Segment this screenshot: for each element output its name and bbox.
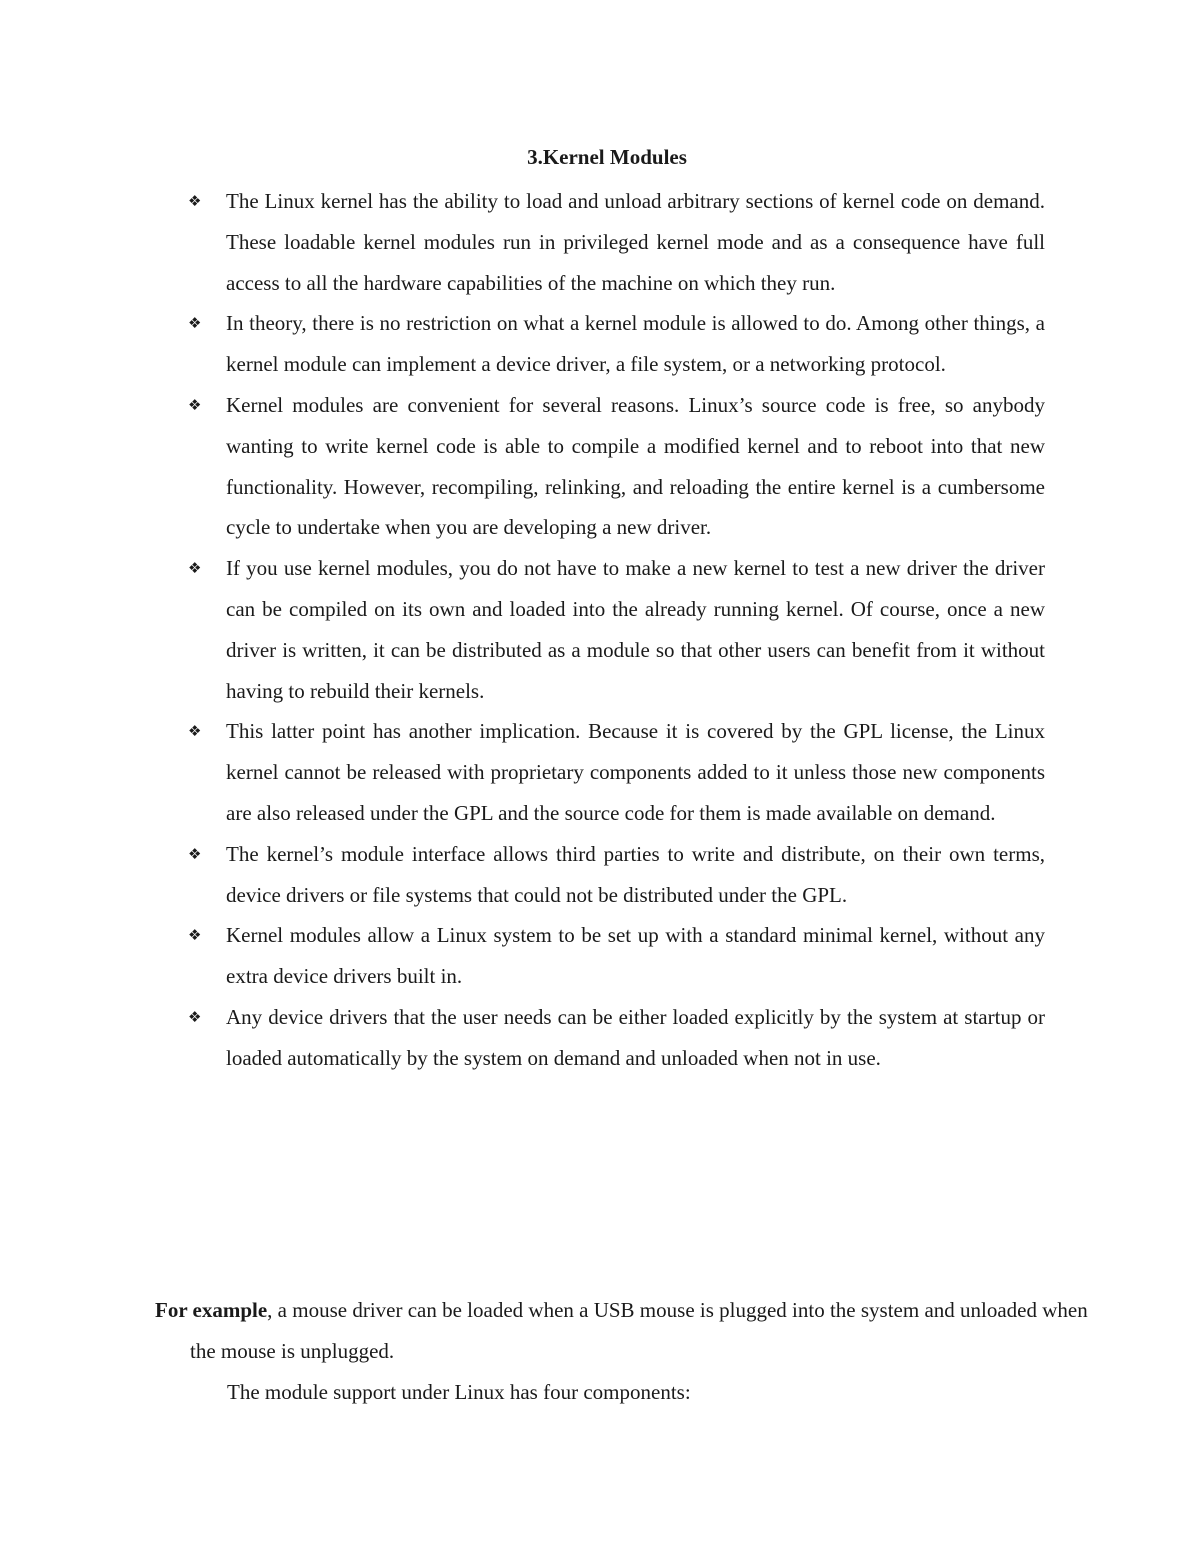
bullet-item bbox=[188, 834, 1045, 916]
example-paragraph bbox=[155, 1290, 1110, 1371]
four-diamond-bullet-icon: ❖ bbox=[188, 559, 202, 578]
four-diamond-bullet-icon: ❖ bbox=[188, 844, 202, 863]
bullet-item bbox=[188, 303, 1045, 385]
example-lead: For example bbox=[155, 1298, 268, 1322]
four-diamond-bullet-icon: ❖ bbox=[188, 926, 202, 945]
bullet-item bbox=[188, 181, 1045, 303]
bullet-item bbox=[188, 915, 1045, 997]
bullet-item bbox=[188, 385, 1045, 548]
bullet-text: Kernel modules allow a Linux system to be set up with a standard minimal kernel, without any extra device drivers built in. bbox=[226, 923, 1045, 989]
four-diamond-bullet-icon: ❖ bbox=[188, 192, 202, 210]
four-diamond-bullet-icon: ❖ bbox=[188, 722, 202, 741]
bullet-text: The kernel’s module interface allows third parties to write and distribute, on their own terms, device drivers or file systems that could not be distributed under the GPL. bbox=[226, 841, 1045, 907]
bullet-text: This latter point has another implication. Because it is covered by the GPL license, the Linux kernel cannot be released with proprietary components added to it unless those new components are also released under the GPL and the source code for them is made available on demand. bbox=[226, 719, 1045, 825]
bullet-text: The Linux kernel has the ability to load and unload arbitrary sections of kernel code on demand. These loadable kernel modules run in privileged kernel mode and as a consequence have full access to all the hardware capabilities of the machine on which they run. bbox=[226, 189, 1045, 295]
bullet-item bbox=[188, 548, 1045, 711]
closing-paragraph: The module support under Linux has four components: bbox=[227, 1380, 691, 1404]
bullet-item bbox=[188, 711, 1045, 833]
section-title: 3.Kernel Modules bbox=[527, 145, 687, 169]
four-diamond-bullet-icon: ❖ bbox=[188, 314, 202, 333]
four-diamond-bullet-icon: ❖ bbox=[188, 395, 202, 414]
four-diamond-bullet-icon: ❖ bbox=[188, 1007, 202, 1026]
bullet-text: In theory, there is no restriction on what a kernel module is allowed to do. Among other things, a kernel module can implement a device driver, a file system, or a networking protocol. bbox=[226, 311, 1045, 377]
bullet-text: Kernel modules are convenient for several reasons. Linux’s source code is free, so anybody wanting to write kernel code is able to compile a modified kernel and to reboot into that new functionality. However, recompiling, relinking, and reloading the entire kernel is a cumbersome cycle to undertake when you are developing a new driver. bbox=[226, 392, 1045, 540]
bullet-text: Any device drivers that the user needs can be either loaded explicitly by the system at startup or loaded automatically by the system on demand and unloaded when not in use. bbox=[226, 1004, 1045, 1070]
bullet-text: If you use kernel modules, you do not have to make a new kernel to test a new driver the driver can be compiled on its own and loaded into the already running kernel. Of course, once a new driver is written, it can be distributed as a module so that other users can benefit from it without having to rebuild their kernels. bbox=[226, 556, 1045, 703]
bullet-item bbox=[188, 997, 1045, 1079]
bullet-list bbox=[188, 181, 1045, 1079]
example-text: , a mouse driver can be loaded when a USB mouse is plugged into the system and unloaded when the mouse is unplugged. bbox=[190, 1298, 1088, 1363]
